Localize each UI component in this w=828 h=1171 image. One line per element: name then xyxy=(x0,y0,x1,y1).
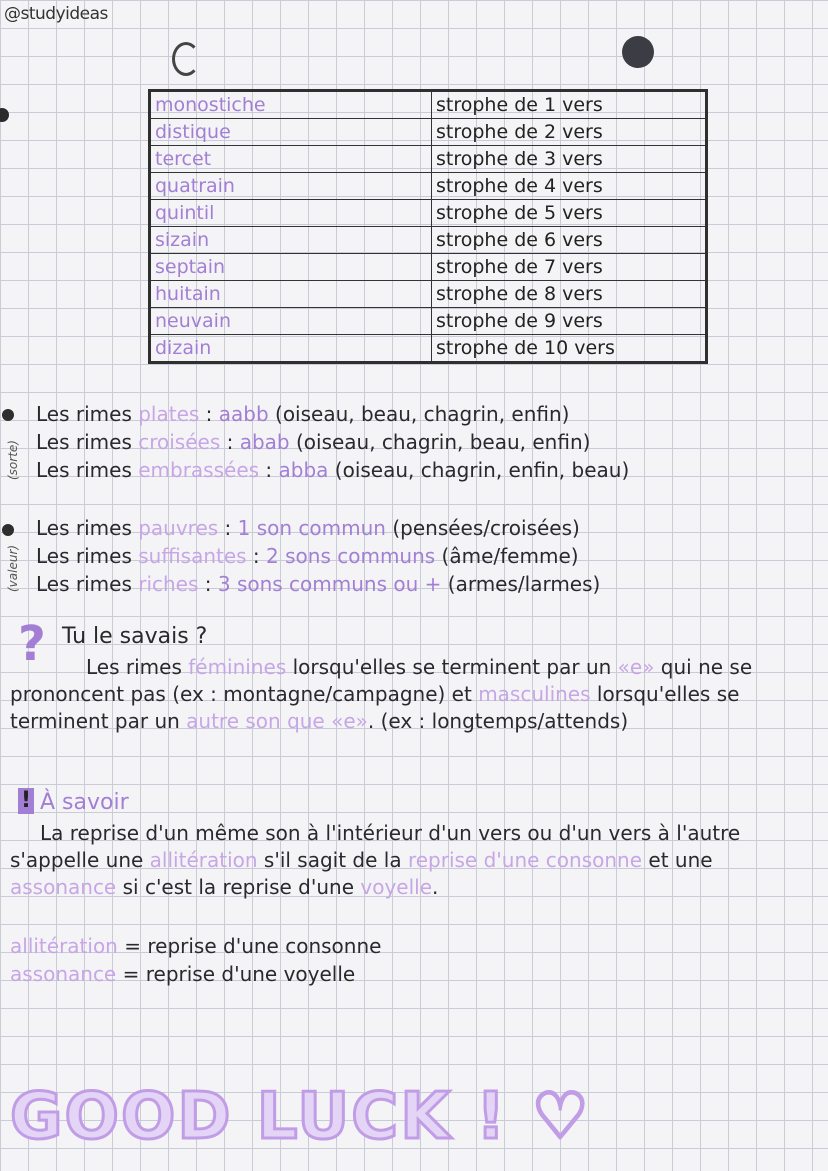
question-mark-icon: ? xyxy=(18,616,46,672)
strophe-definition: strophe de 8 vers xyxy=(432,281,707,308)
strophe-name: neuvain xyxy=(150,308,432,335)
table-row xyxy=(150,308,707,335)
strophe-definition: strophe de 3 vers xyxy=(432,146,707,173)
strophe-table xyxy=(148,89,708,364)
rime-line-riches: Les rimes riches : 3 sons communs ou + (armes/larmes) xyxy=(36,572,601,596)
strophe-name: quatrain xyxy=(150,173,432,200)
table-row xyxy=(150,227,707,254)
strophe-definition: strophe de 10 vers xyxy=(432,335,707,363)
rime-line-croisees: Les rimes croisées : abab (oiseau, chagrin, beau, enfin) xyxy=(36,430,591,454)
bullet-sorte xyxy=(2,409,14,421)
watermark: @studyideas xyxy=(4,4,108,24)
margin-dot xyxy=(0,108,9,122)
rime-line-plates: Les rimes plates : aabb (oiseau, beau, chagrin, enfin) xyxy=(36,402,570,426)
table-row xyxy=(150,254,707,281)
table-row xyxy=(150,146,707,173)
table-row xyxy=(150,335,707,363)
tu-le-savais-text: Les rimes féminines lorsqu'elles se terminent par un «e» qui ne se prononcent pas (ex : montagne/campagne) et masculines lorsqu'elles se terminent par un autre son que «e». (ex : longtemps/attends) xyxy=(10,655,753,733)
strophe-definition: strophe de 2 vers xyxy=(432,119,707,146)
bullet-valeur xyxy=(2,524,14,536)
rime-line-pauvres: Les rimes pauvres : 1 son commun (pensées/croisées) xyxy=(36,516,580,540)
strophe-definition: strophe de 4 vers xyxy=(432,173,707,200)
table-row xyxy=(150,281,707,308)
a-savoir-title: À savoir xyxy=(40,790,129,815)
strophe-definition: strophe de 7 vers xyxy=(432,254,707,281)
definition-alliteration: allitération = reprise d'une consonne xyxy=(10,934,382,958)
strophe-name: dizain xyxy=(150,335,432,363)
a-savoir-text: La reprise d'un même son à l'intérieur d'un vers ou d'un vers à l'autre s'appelle une allitération s'il sagit de la reprise d'une consonne et une assonance si c'est la reprise d'une voyelle. xyxy=(10,821,741,899)
strophe-definition: strophe de 5 vers xyxy=(432,200,707,227)
exclamation-icon: ! xyxy=(18,788,34,814)
table-row xyxy=(150,91,707,119)
strophe-name: monostiche xyxy=(150,91,432,119)
strophe-definition: strophe de 9 vers xyxy=(432,308,707,335)
strophe-name: sizain xyxy=(150,227,432,254)
definition-assonance: assonance = reprise d'une voyelle xyxy=(10,962,356,986)
strophe-name: huitain xyxy=(150,281,432,308)
strophe-definition: strophe de 1 vers xyxy=(432,91,707,119)
side-label-valeur: (valeur) xyxy=(6,544,20,592)
side-label-sorte: (sorte) xyxy=(6,440,20,480)
strophe-definition: strophe de 6 vers xyxy=(432,227,707,254)
strophe-name: quintil xyxy=(150,200,432,227)
binder-hole-mark xyxy=(172,42,200,76)
binder-hole xyxy=(622,36,654,68)
rime-line-suffisantes: Les rimes suffisantes : 2 sons communs (âme/femme) xyxy=(36,544,579,568)
table-row xyxy=(150,173,707,200)
table-row xyxy=(150,200,707,227)
rime-line-embrassees: Les rimes embrassées : abba (oiseau, chagrin, enfin, beau) xyxy=(36,458,630,482)
table-row xyxy=(150,119,707,146)
strophe-name: distique xyxy=(150,119,432,146)
strophe-name: septain xyxy=(150,254,432,281)
strophe-name: tercet xyxy=(150,146,432,173)
tu-le-savais-title: Tu le savais ? xyxy=(62,624,208,649)
good-luck-heading: GOOD LUCK ! ♡ xyxy=(10,1080,591,1154)
